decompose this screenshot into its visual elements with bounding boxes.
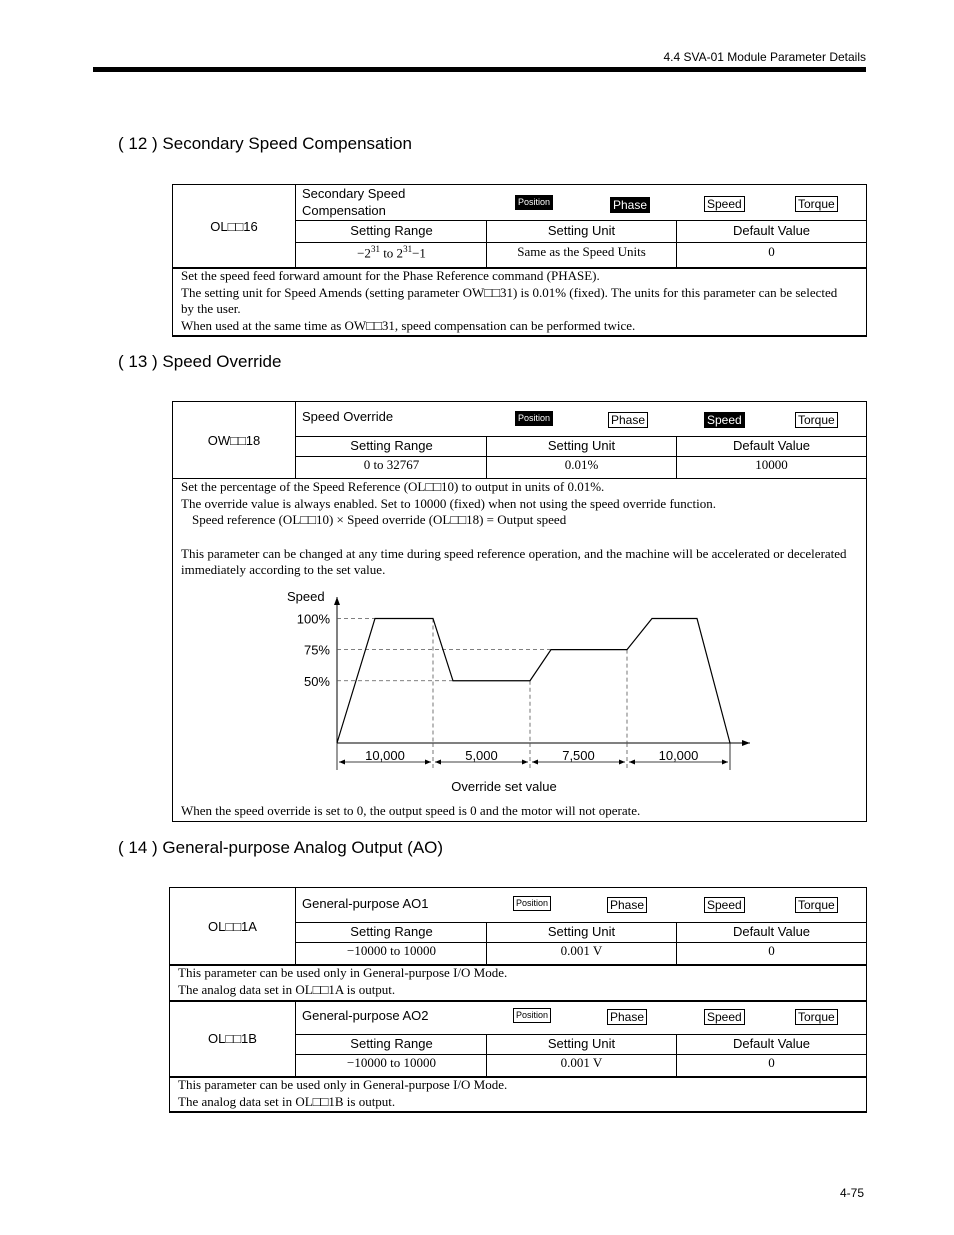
mode-badge-position: Position bbox=[513, 1008, 551, 1023]
setting-unit-header: Setting Unit bbox=[547, 438, 616, 453]
segment-label: 10,000 bbox=[365, 748, 405, 763]
param-name-line2: Compensation bbox=[302, 203, 386, 218]
setting-unit-header: Setting Unit bbox=[547, 223, 616, 238]
section-title-12: ( 12 ) Secondary Speed Compensation bbox=[118, 134, 412, 153]
y-tick-label: 75% bbox=[303, 642, 330, 658]
setting-unit-value-ao1: 0.001 V bbox=[560, 943, 603, 958]
default-value: 0 bbox=[768, 244, 775, 259]
setting-range-header: Setting Range bbox=[350, 223, 433, 238]
y-axis-label: Speed bbox=[287, 589, 325, 604]
setting-unit-value-ao2: 0.001 V bbox=[560, 1055, 603, 1070]
mode-badge-position: Position bbox=[515, 411, 553, 426]
register-cell bbox=[173, 185, 296, 267]
mode-badge-phase: Phase bbox=[610, 197, 650, 213]
default-value-ao2: 0 bbox=[768, 1055, 775, 1070]
segment-label: 7,500 bbox=[562, 748, 595, 763]
setting-unit-value: Same as the Speed Units bbox=[517, 244, 646, 259]
mode-badge-torque: Torque bbox=[795, 1009, 838, 1025]
default-value-ao1: 0 bbox=[768, 943, 775, 958]
header-rule bbox=[93, 67, 866, 72]
default-value-header: Default Value bbox=[732, 438, 811, 453]
param-table-secondary-speed-compensation bbox=[172, 184, 867, 337]
param-name-ao1: General-purpose AO1 bbox=[302, 896, 429, 911]
page-number: 4-75 bbox=[840, 1186, 865, 1200]
default-value: 10000 bbox=[755, 457, 788, 472]
setting-range-value-ao1: −10000 to 10000 bbox=[347, 943, 436, 958]
setting-range-header: Setting Range bbox=[350, 924, 433, 939]
register-label: OW□□18 bbox=[207, 432, 261, 448]
param-description: Set the percentage of the Speed Reference (OL□□10) to output in units of 0.01%. The override value is always enabled. Set to 10000 (fixed) when not using the speed override function. Speed reference (OL□□10) × Speed override (OL□□18) = Output speed This parameter can be changed at any time during speed reference operation, and the machine will be accelerated or decelerated immediately according to the set value. bbox=[181, 479, 847, 577]
mode-badge-position: Position bbox=[515, 195, 553, 210]
default-value-header: Default Value bbox=[732, 223, 811, 238]
register-cell-ao1 bbox=[170, 888, 296, 964]
y-tick-label: 100% bbox=[296, 611, 330, 627]
section-title-14: ( 14 ) General-purpose Analog Output (AO) bbox=[118, 838, 444, 857]
segment-label: 10,000 bbox=[658, 748, 699, 763]
setting-range-header: Setting Range bbox=[350, 438, 433, 453]
setting-range-value-ao2: −10000 to 10000 bbox=[347, 1055, 436, 1070]
mode-badge-position: Position bbox=[513, 896, 551, 911]
x-axis-label: Override set value bbox=[451, 779, 557, 794]
register-label: OL□□16 bbox=[210, 218, 258, 234]
param-table-speed-override bbox=[172, 401, 867, 822]
param-name-ao2: General-purpose AO2 bbox=[302, 1008, 429, 1023]
register-cell-ao2 bbox=[170, 1001, 296, 1076]
setting-unit-header: Setting Unit bbox=[547, 1036, 616, 1051]
register-label-ao1: OL□□1A bbox=[208, 918, 257, 934]
mode-badge-phase: Phase bbox=[608, 412, 648, 428]
param-description-ao1: This parameter can be used only in General-purpose I/O Mode. The analog data set in OL□□1A is output. bbox=[178, 965, 508, 997]
default-value-header: Default Value bbox=[732, 1036, 811, 1051]
setting-unit-value: 0.01% bbox=[564, 457, 599, 472]
section-title-13: ( 13 ) Speed Override bbox=[118, 352, 282, 371]
param-description: Set the speed feed forward amount for the Phase Reference command (PHASE). The setting unit for Speed Amends (setting parameter OW□□31) is 0.01% (fixed). The units for this parameter can be selected by the user. When used at the same time as OW□□31, speed compensation can be performed twice. bbox=[181, 268, 838, 333]
param-description-ao2: This parameter can be used only in General-purpose I/O Mode. The analog data set in OL□□1B is output. bbox=[178, 1077, 508, 1109]
setting-range-value: $-2^{31}$ to $2^{31}-1$ bbox=[357, 244, 426, 261]
register-label-ao2: OL□□1B bbox=[208, 1031, 257, 1046]
param-name: Speed Override bbox=[302, 409, 394, 424]
setting-range-header: Setting Range bbox=[350, 1036, 433, 1051]
mode-badge-speed: Speed bbox=[704, 1009, 745, 1025]
default-value-header: Default Value bbox=[732, 924, 811, 939]
param-note: When the speed override is set to 0, the output speed is 0 and the motor will not operate. bbox=[181, 803, 641, 818]
mode-badge-torque: Torque bbox=[795, 897, 838, 913]
setting-unit-header: Setting Unit bbox=[547, 924, 616, 939]
register-cell bbox=[173, 402, 296, 478]
y-tick-label: 50% bbox=[303, 673, 330, 689]
mode-badge-speed: Speed bbox=[704, 897, 745, 913]
mode-badge-speed: Speed bbox=[704, 196, 745, 212]
setting-range-value: 0 to 32767 bbox=[363, 457, 420, 472]
segment-label: 5,000 bbox=[465, 748, 498, 763]
mode-badge-phase: Phase bbox=[607, 897, 647, 913]
mode-badge-phase: Phase bbox=[607, 1009, 647, 1025]
param-table-analog-output bbox=[169, 887, 867, 1113]
mode-badge-speed: Speed bbox=[704, 412, 745, 428]
param-name bbox=[302, 185, 405, 219]
param-name-line1: Secondary Speed bbox=[302, 186, 406, 201]
mode-badge-torque: Torque bbox=[795, 196, 838, 212]
mode-badge-torque: Torque bbox=[795, 412, 838, 428]
running-header: 4.4 SVA-01 Module Parameter Details bbox=[663, 50, 866, 64]
